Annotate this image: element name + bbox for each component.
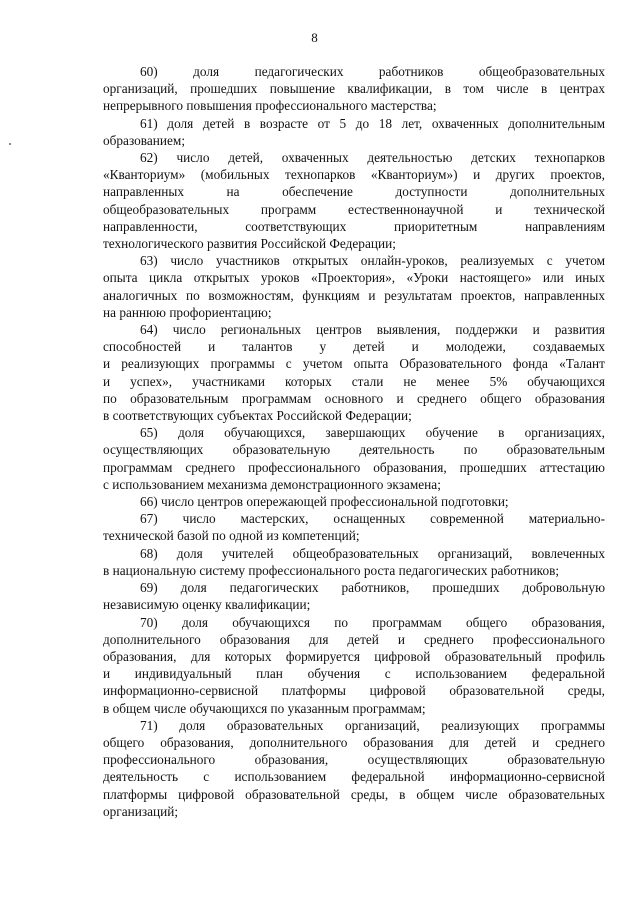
list-item-p64 xyxy=(103,321,605,424)
list-item-p70 xyxy=(103,614,605,717)
text-line: аналогичных по возможностям, функциям и результатам проектов, направленных xyxy=(103,287,605,303)
list-item-p66 xyxy=(103,493,605,510)
text-line: дополнительного образования для детей и среднего профессионального xyxy=(103,631,605,647)
text-line: 60) доля педагогических работников общеобразовательных xyxy=(140,64,605,79)
text-line: технологического развития Российской Федерации; xyxy=(103,236,396,252)
page-number: 8 xyxy=(311,30,318,45)
list-item-p67 xyxy=(103,510,605,544)
text-line: технической базой по одной из компетенций; xyxy=(103,528,360,544)
text-line: «Кванториум» (мобильных технопарков «Кванториум») и других проектов, xyxy=(103,167,605,183)
text-line: 70) доля обучающихся по программам общего образования, xyxy=(140,614,605,630)
text-line: 67) число мастерских, оснащенных современной материально- xyxy=(140,511,605,527)
text-line: осуществляющих образовательную деятельность по образовательным xyxy=(103,442,605,458)
list-item-p60 xyxy=(103,63,605,115)
text-line: образования, для которых формируется цифровой образовательный профиль xyxy=(103,648,605,664)
text-line: 65) доля обучающихся, завершающих обучение в организациях, xyxy=(140,425,605,441)
text-line: программам среднего профессионального образования, прошедших аттестацию xyxy=(103,459,605,475)
text-line: общеобразовательных программ естественнонаучной и технической xyxy=(103,201,605,217)
text-line: общего образования, дополнительного образования для детей и среднего xyxy=(103,734,605,750)
text-line: 68) доля учителей общеобразовательных организаций, вовлеченных xyxy=(140,545,605,561)
text-line: информационно-сервисной платформы цифровой образовательной среды, xyxy=(103,683,605,699)
text-line: непрерывного повышения профессионального мастерства; xyxy=(103,98,437,114)
list-item-p61 xyxy=(103,115,605,149)
text-line: направленных на обеспечение доступности дополнительных xyxy=(103,184,605,200)
text-line: платформы цифровой образовательной среды, в общем числе образовательных xyxy=(103,786,605,802)
text-line: деятельность с использованием федеральной информационно-сервисной xyxy=(103,769,605,785)
text-line: способностей и талантов у детей и молодежи, создаваемых xyxy=(103,339,605,355)
text-line: 63) число участников открытых онлайн-уроков, реализуемых с учетом xyxy=(140,253,605,269)
list-item-p69 xyxy=(103,579,605,613)
text-line: 66) число центров опережающей профессиональной подготовки; xyxy=(140,494,509,510)
text-line: 61) доля детей в возрасте от 5 до 18 лет, охваченных дополнительным xyxy=(140,115,605,131)
text-line: 62) число детей, охваченных деятельностью детских технопарков xyxy=(140,150,605,166)
text-line: в соответствующих субъектах Российской Федерации; xyxy=(103,408,412,424)
text-line: организаций; xyxy=(103,803,179,819)
text-line: 69) доля педагогических работников, прошедших добровольную xyxy=(140,580,605,596)
text-line: независимую оценку квалификации; xyxy=(103,597,311,613)
scan-artifact xyxy=(9,143,11,145)
text-line: и успех», участниками которых стали не менее 5% обучающихся xyxy=(103,373,605,389)
text-line: по образовательным программам основного и среднего общего образования xyxy=(103,390,605,406)
text-line: и индивидуальный план обучения с использованием федеральной xyxy=(103,666,605,682)
text-line: на раннюю профориентацию; xyxy=(103,304,272,320)
list-item-p71 xyxy=(103,717,605,820)
document-body xyxy=(103,63,605,820)
text-line: 71) доля образовательных организаций, реализующих программы xyxy=(140,717,605,733)
text-line: в национальную систему профессионального роста педагогических работников; xyxy=(103,562,560,578)
text-line: опыта цикла открытых уроков «Проектория», «Уроки настоящего» или иных xyxy=(103,270,605,286)
text-line: организаций, прошедших повышение квалификации, в том числе в центрах xyxy=(103,81,605,97)
text-line: в общем числе обучающихся по указанным программам; xyxy=(103,700,426,716)
list-item-p63 xyxy=(103,252,605,321)
text-line: с использованием механизма демонстрационного экзамена; xyxy=(103,476,441,492)
text-line: образованием; xyxy=(103,132,186,148)
list-item-p62 xyxy=(103,149,605,252)
list-item-p65 xyxy=(103,424,605,493)
list-item-p68 xyxy=(103,545,605,579)
text-line: и реализующих программы с учетом опыта Образовательного фонда «Талант xyxy=(103,356,605,372)
text-line: профессионального образования, осуществляющих образовательную xyxy=(103,752,605,768)
text-line: направленности, соответствующих приоритетным направлениям xyxy=(103,218,605,234)
text-line: 64) число региональных центров выявления, поддержки и развития xyxy=(140,322,605,338)
